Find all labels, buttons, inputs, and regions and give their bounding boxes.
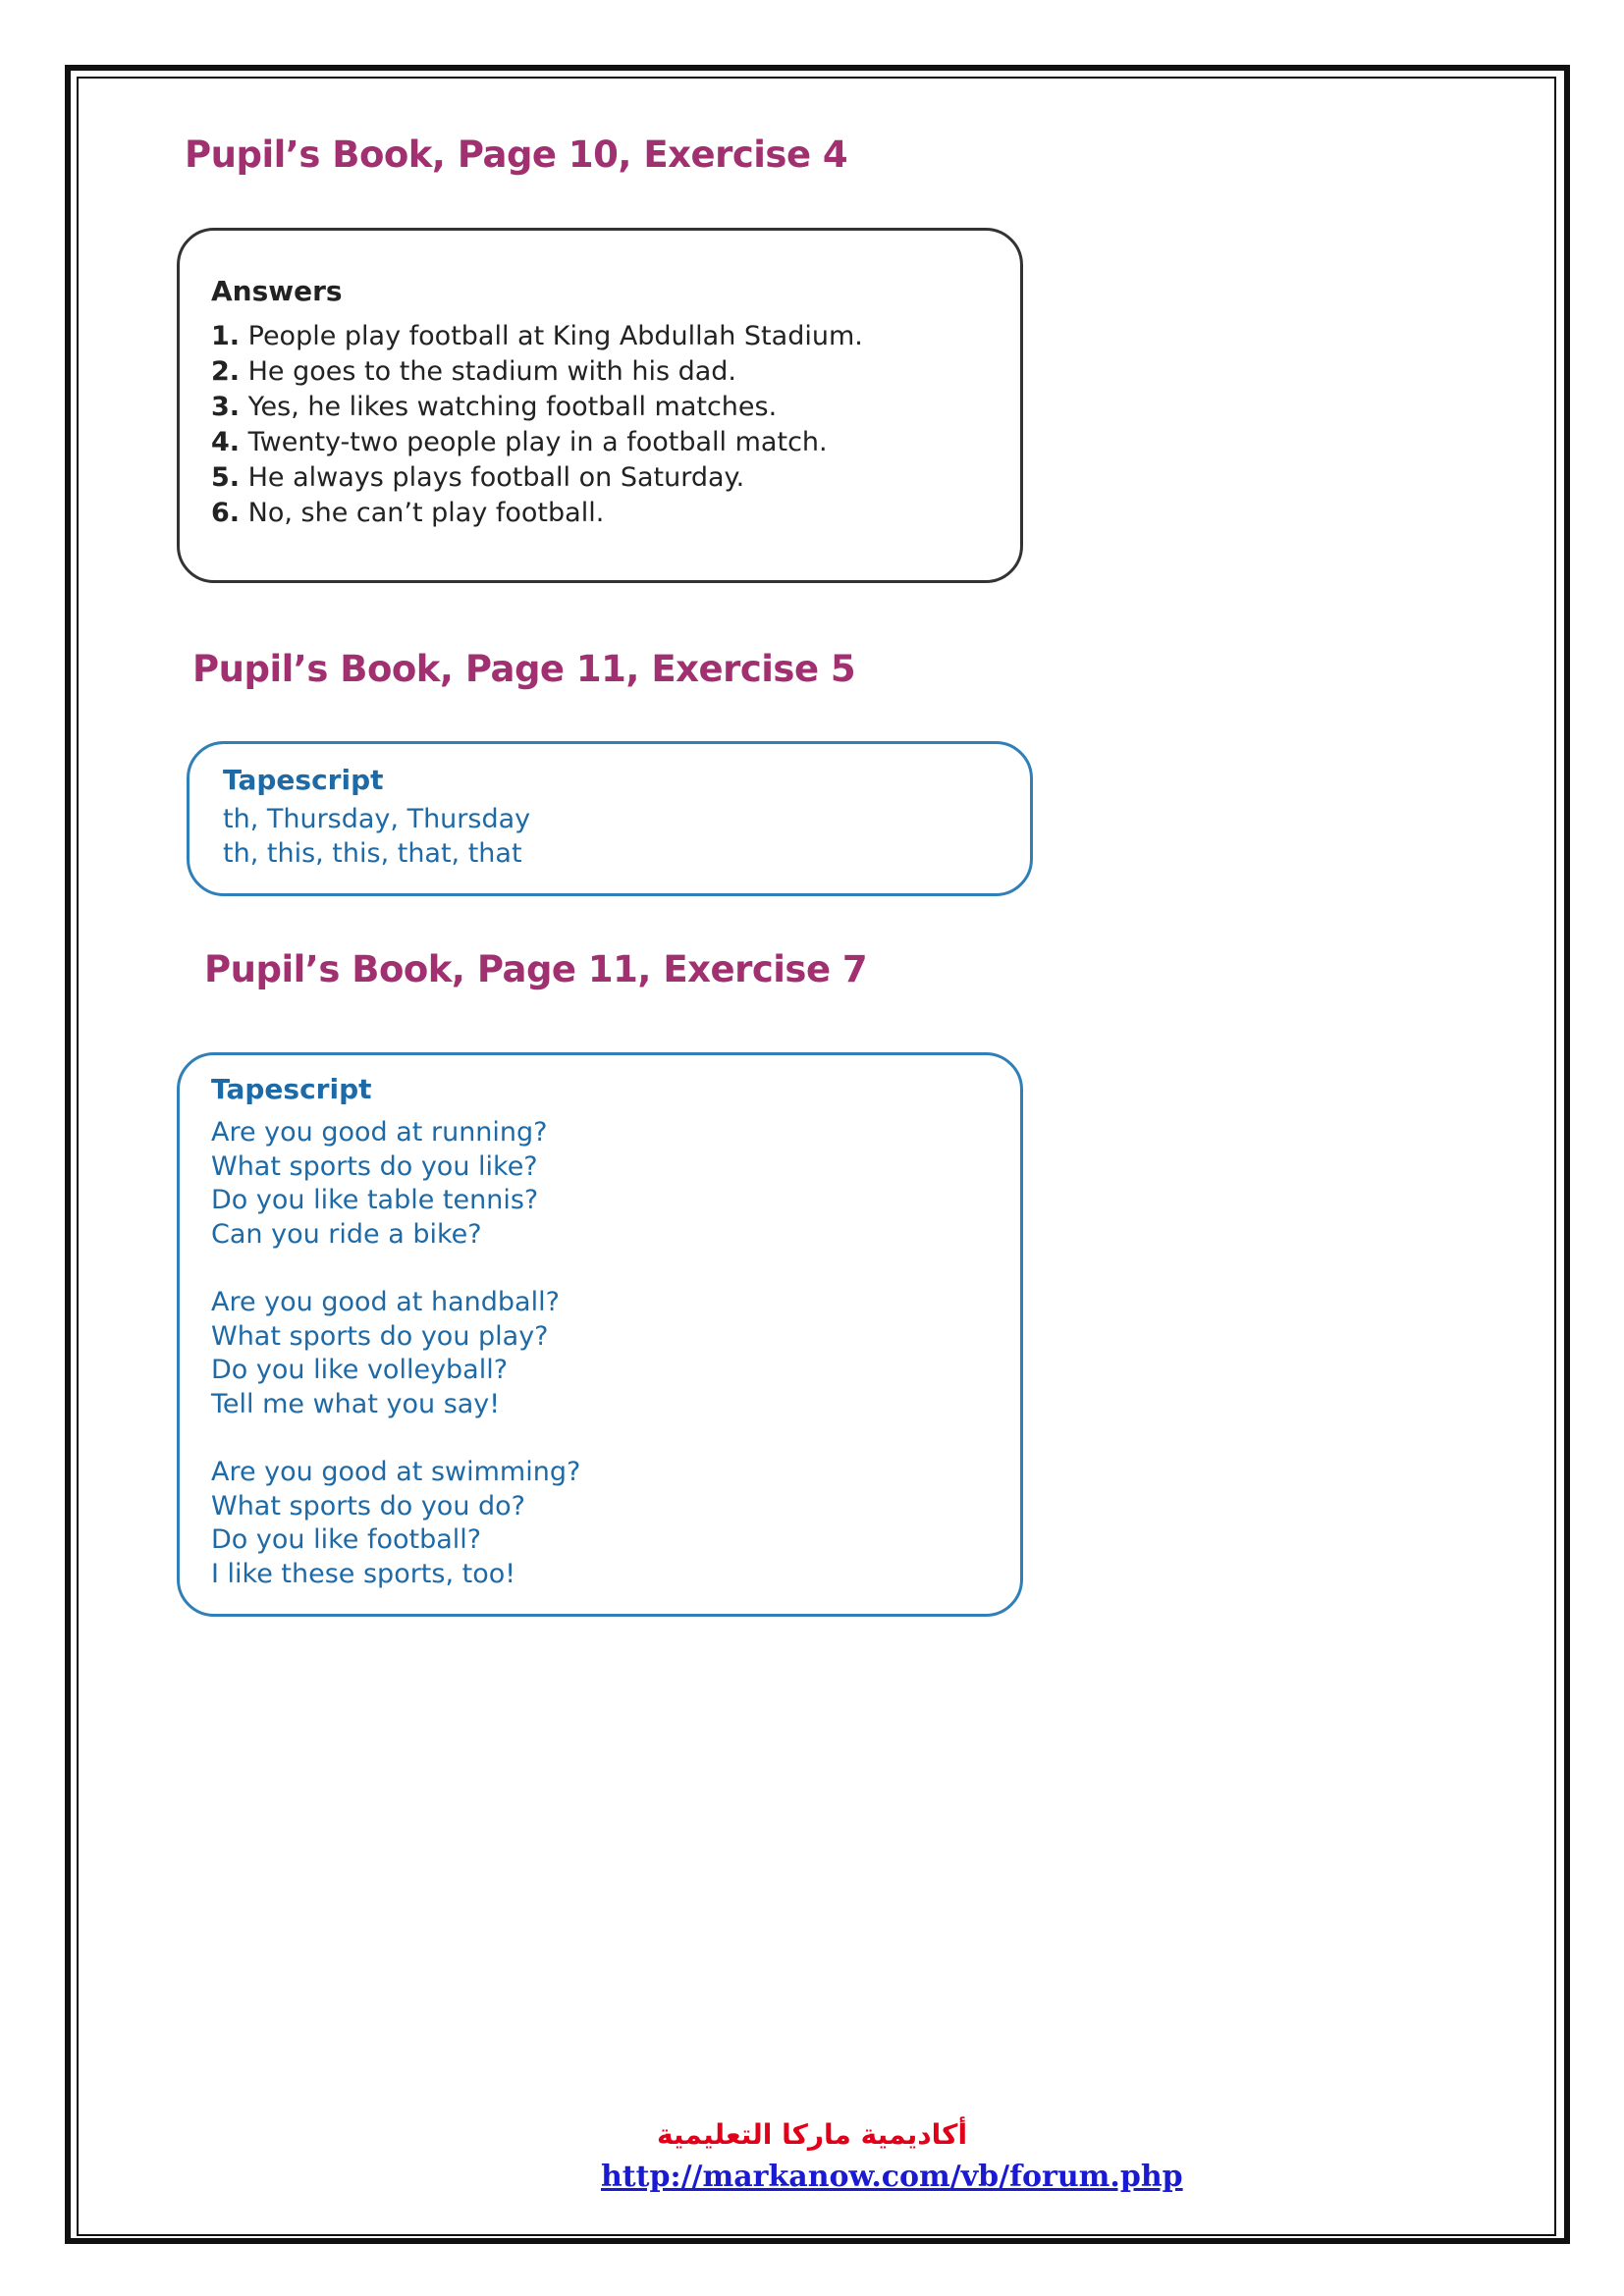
footer-academy-name: أكاديمية ماركا التعليمية [656, 2118, 968, 2151]
lyric-line: Tell me what you say! [211, 1388, 501, 1419]
tapescript-box-ex5 [187, 741, 1033, 896]
answer-item: 4. Twenty-two people play in a football match. [211, 427, 828, 457]
tapescript-line: th, this, this, that, that [223, 837, 522, 869]
tapescript-lines [223, 803, 530, 871]
lyric-line: Are you good at handball? [211, 1287, 560, 1317]
answers-box [177, 228, 1023, 583]
tapescript-box-ex7 [177, 1052, 1023, 1617]
answer-item: 6. No, she can’t play football. [211, 498, 605, 528]
lyric-line: What sports do you like? [211, 1150, 538, 1182]
lyric-line: What sports do you do? [211, 1490, 526, 1522]
stanza [211, 1116, 580, 1252]
tapescript-line: th, Thursday, Thursday [223, 804, 531, 834]
lyric-line: I like these sports, too! [211, 1558, 516, 1589]
answer-item: 1. People play football at King Abdullah Stadium. [211, 321, 863, 351]
answer-item: 3. Yes, he likes watching football matches. [211, 392, 778, 422]
answers-list [211, 319, 863, 531]
lyric-line: Do you like football? [211, 1524, 482, 1555]
lyric-line: Are you good at swimming? [211, 1457, 581, 1487]
footer-forum-link[interactable]: http://markanow.com/vb/forum.php [601, 2160, 1183, 2194]
lyric-line: Are you good at running? [211, 1117, 548, 1148]
answer-item: 5. He always plays football on Saturday. [211, 462, 745, 493]
tapescript-title: Tapescript [223, 764, 384, 796]
stanza [211, 1286, 580, 1421]
lyric-line: Do you like table tennis? [211, 1185, 539, 1215]
song-lyrics [211, 1116, 580, 1591]
answers-title: Answers [211, 275, 343, 307]
lyric-line: What sports do you play? [211, 1320, 549, 1352]
exercise-5-heading: Pupil’s Book, Page 11, Exercise 5 [192, 648, 856, 690]
answer-item: 2. He goes to the stadium with his dad. [211, 356, 736, 387]
lyric-line: Do you like volleyball? [211, 1355, 509, 1385]
exercise-4-heading: Pupil’s Book, Page 10, Exercise 4 [185, 133, 848, 176]
lyric-line: Can you ride a bike? [211, 1218, 482, 1250]
exercise-7-heading: Pupil’s Book, Page 11, Exercise 7 [204, 948, 868, 990]
tapescript-title: Tapescript [211, 1073, 372, 1105]
stanza [211, 1456, 580, 1591]
